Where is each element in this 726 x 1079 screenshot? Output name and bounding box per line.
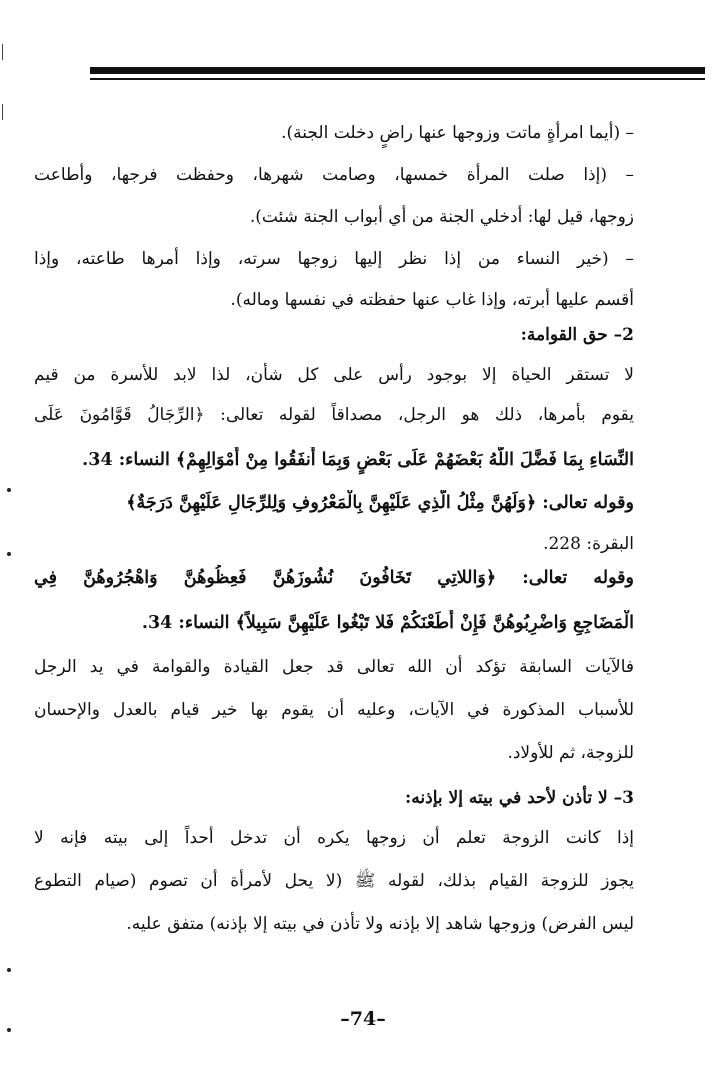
- scan-margin-mark: [2, 44, 3, 60]
- quran-verse-line: النِّسَاءِ بِمَا فَضَّلَ اللَّهُ بَعْضَهُمْ عَلَى بَعْضٍ وَبِمَا أَنفَقُوا مِنْ أَمْوَالِهِمْ﴾ النساء: 34.: [82, 450, 634, 470]
- scan-margin-dot: [7, 968, 11, 972]
- verse-reference: البقرة: 228.: [543, 534, 634, 554]
- hadith-line: أقسم عليها أبرته، وإذا غاب عنها حفظته في نفسها وماله).: [230, 290, 634, 310]
- hadith-line: – (إذا صلت المرأة خمسها، وصامت شهرها، وحفظت فرجها، وأطاعت: [34, 165, 634, 185]
- hadith-line: – (أيما امرأةٍ ماتت وزوجها عنها راضٍ دخلت الجنة).: [281, 123, 634, 143]
- scan-margin-mark: [2, 104, 3, 120]
- header-rule-thick: [90, 67, 705, 74]
- quran-verse-line: وقوله تعالى: ﴿وَلَهُنَّ مِثْلُ الَّذِي عَلَيْهِنَّ بِالْمَعْرُوفِ وَلِلرِّجَالِ عَلَيْهِنَّ دَرَجَةٌ﴾: [126, 493, 634, 513]
- paragraph-line: ليس الفرض) وزوجها شاهد إلا بإذنه ولا تأذن في بيته إلا بإذنه) متفق عليه.: [126, 914, 634, 934]
- hadith-line: – (خير النساء من إذا نظر إليها زوجها سرته، وإذا أمرها طاعته، وإذا: [34, 249, 634, 269]
- paragraph-line: فالآيات السابقة تؤكد أن الله تعالى قد جعل القيادة والقوامة في يد الرجل: [34, 657, 634, 677]
- paragraph-line: يقوم بأمرها، ذلك هو الرجل، مصداقاً لقوله تعالى: ﴿الرِّجَالُ قَوَّامُونَ عَلَى: [34, 405, 634, 425]
- quran-verse-line: وقوله تعالى: ﴿وَاللاتِي تَخَافُونَ نُشُوزَهُنَّ فَعِظُوهُنَّ وَاهْجُرُوهُنَّ فِي: [34, 568, 634, 588]
- section-heading: 3– لا تأذن لأحد في بيته إلا بإذنه:: [405, 788, 634, 808]
- paragraph-line: للأسباب المذكورة في الآيات، وعليه أن يقوم بها خير قيام بالعدل والإحسان: [34, 700, 634, 720]
- page-number: –74–: [340, 1008, 386, 1030]
- scan-margin-dot: [7, 552, 11, 556]
- hadith-line: زوجها، قيل لها: أدخلي الجنة من أي أبواب الجنة شئت).: [249, 207, 634, 227]
- paragraph-line: للزوجة، ثم للأولاد.: [507, 743, 634, 763]
- scan-margin-dot: [7, 488, 11, 492]
- paragraph-line: يجوز للزوجة القيام بذلك، لقوله ﷺ (لا يحل لأمرأة أن تصوم (صيام التطوع: [34, 871, 634, 891]
- paragraph-line: إذا كانت الزوجة تعلم أن زوجها يكره أن تدخل أحداً إلى بيته فإنه لا: [34, 828, 634, 848]
- header-rule-thin: [90, 78, 705, 80]
- section-heading: 2– حق القوامة:: [520, 325, 634, 345]
- paragraph-line: لا تستقر الحياة إلا بوجود رأس على كل شأن، لذا لابد للأسرة من قيم: [34, 365, 634, 385]
- quran-verse-line: الْمَضَاجِعِ وَاضْرِبُوهُنَّ فَإِنْ أَطَعْنَكُمْ فَلا تَبْغُوا عَلَيْهِنَّ سَبِيلاً﴾ النساء: 34.: [141, 613, 634, 633]
